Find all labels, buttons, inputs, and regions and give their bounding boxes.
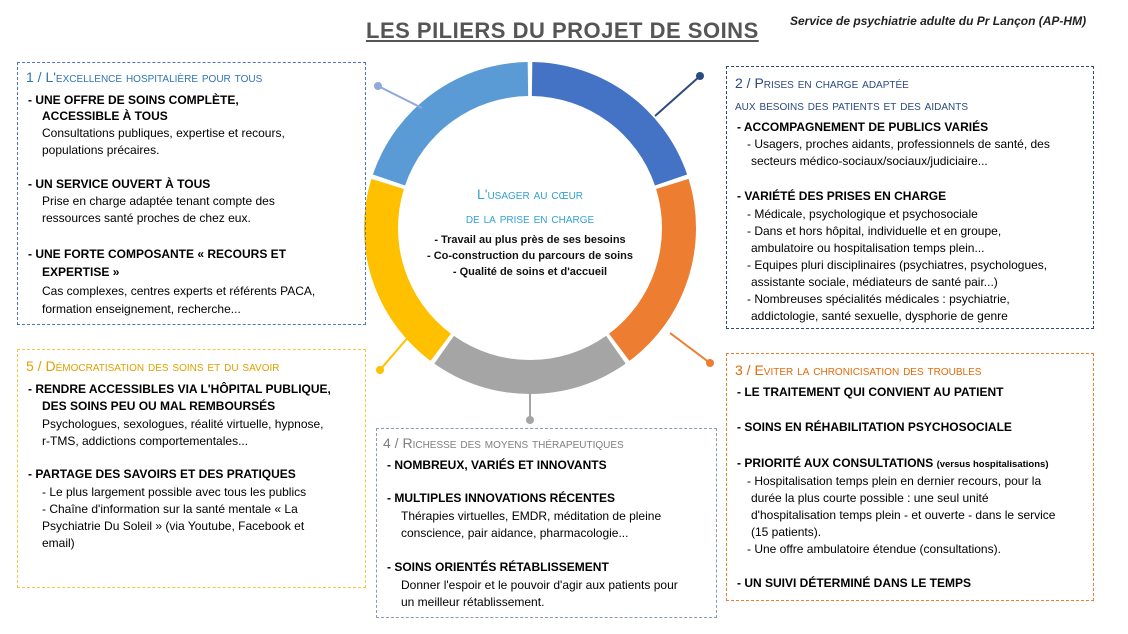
pillar-3-text-2: durée la plus courte possible : une seul unité	[751, 491, 989, 505]
pillar-3-title: 3 / Eviter la chronicisation des troubles	[735, 362, 982, 378]
pillar-2-text-1a: - Usagers, proches aidants, professionnels de santé, des	[747, 137, 1050, 151]
pillar-1-title: 1 / L'excellence hospitalière pour tous	[26, 69, 263, 85]
pillar-1-heading-2: - UN SERVICE OUVERT À TOUS	[28, 177, 211, 191]
ring-segment-2	[532, 62, 687, 185]
pillar-4-text-3a: Donner l'espoir et le pouvoir d'agir aux patients pour	[401, 578, 678, 592]
connector-2	[655, 76, 700, 116]
pillar-5-list-2b: Psychiatrie Du Soleil » (via Youtube, Facebook et	[42, 519, 305, 533]
pillar-1-text-1b: populations précaires.	[42, 143, 160, 157]
pillar-3-text-3: d'hospitalisation temps plein - et ouverte - dans le service	[751, 508, 1056, 522]
pillar-5-title: 5 / Démocratisation des soins et du savoir	[26, 358, 280, 374]
pillar-1-text-1a: Consultations publiques, expertise et recours,	[42, 126, 285, 140]
pillar-5-list-1: - Le plus largement possible avec tous les publics	[42, 485, 307, 499]
connector-3	[670, 333, 710, 363]
pillar-2-box	[726, 66, 1094, 329]
pillar-2-heading-2: - VARIÉTÉ DES PRISES EN CHARGE	[737, 189, 947, 203]
pillar-5-heading-1b: DES SOINS PEU OU MAL REMBOURSÉS	[42, 399, 276, 413]
connector-3-dot	[706, 359, 714, 367]
ring-segment-1	[373, 62, 528, 185]
pillar-1-text-2a: Prise en charge adaptée tenant compte des	[42, 194, 275, 208]
pillar-5-list-2a: - Chaîne d'information sur la santé mentale « La	[42, 502, 298, 516]
pillar-2-list-2a: - Dans et hors hôpital, individuelle et en groupe,	[747, 224, 1002, 238]
pillar-1-heading-1a: - UNE OFFRE DE SOINS COMPLÈTE,	[28, 93, 239, 107]
pillar-5-text-1a: Psychologues, sexologues, réalité virtuelle, hypnose,	[42, 417, 324, 431]
pillar-4-title: 4 / Richesse des moyens thérapeutiques	[383, 435, 624, 451]
pillar-3-heading-4: - UN SUIVI DÉTERMINÉ DANS LE TEMPS	[737, 576, 972, 590]
pillar-3-text-4: (15 patients).	[751, 525, 822, 539]
pillar-1-text-2b: ressources santé proches de chez eux.	[42, 211, 251, 225]
pillar-5-heading-2: - PARTAGE DES SAVOIRS ET DES PRATIQUES	[28, 467, 296, 481]
pillar-4-heading-3: - SOINS ORIENTÉS RÉTABLISSEMENT	[387, 560, 609, 574]
pillar-2-list-1: - Médicale, psychologique et psychosociale	[747, 207, 978, 221]
center-item-3: - Qualité de soins et d'accueil	[452, 266, 608, 278]
pillar-3-heading-3-note: (versus hospitalisations)	[936, 459, 1049, 470]
pillar-2-list-3b: assistante sociale, médiateurs de santé pair...)	[751, 275, 998, 289]
pillar-1-box	[17, 62, 366, 325]
pillar-5-heading-1a: - RENDRE ACCESSIBLES VIA L'HÔPITAL PUBLIQUE,	[28, 382, 331, 396]
pillar-3-heading-3-label: - PRIORITÉ AUX CONSULTATIONS	[737, 456, 934, 470]
pillar-1-heading-1b: ACCESSIBLE À TOUS	[42, 109, 168, 123]
pillar-2-heading-1: - ACCOMPAGNEMENT DE PUBLICS VARIÉS	[737, 120, 989, 134]
pillar-5-text-1b: r-TMS, addictions comportementales...	[42, 434, 249, 448]
pillar-2-title-b: aux besoins des patients et des aidants	[735, 97, 969, 113]
pillar-5-box	[17, 349, 366, 588]
pillar-4-text-2b: conscience, pair aidance, pharmacologie...	[401, 526, 629, 540]
connector-5-dot	[376, 366, 384, 374]
ring-segment-4	[434, 336, 625, 394]
connector-5	[380, 335, 410, 370]
connector-1-dot	[374, 82, 382, 90]
connector-1	[378, 86, 422, 108]
pillar-4-text-3b: un meilleur rétablissement.	[401, 595, 545, 609]
pillar-2-text-1b: secteurs médico-sociaux/sociaux/judiciaire...	[751, 154, 988, 168]
pillar-4-heading-2: - MULTIPLES INNOVATIONS RÉCENTES	[387, 491, 616, 505]
center-title-line2: de la prise en charge	[465, 210, 595, 226]
pillar-1-text-3a: Cas complexes, centres experts et référents PACA,	[42, 284, 316, 298]
service-label: Service de psychiatrie adulte du Pr Lançon (AP-HM)	[790, 14, 1087, 28]
center-item-1: - Travail au plus près de ses besoins	[434, 234, 626, 246]
pillar-3-text-5: - Une offre ambulatoire étendue (consultations).	[747, 542, 1001, 556]
pillar-3-text-1: - Hospitalisation temps plein en dernier recours, pour la	[747, 474, 1042, 488]
pillar-1-heading-3b: EXPERTISE »	[42, 265, 120, 279]
pillar-1-heading-3a: - UNE FORTE COMPOSANTE « RECOURS ET	[28, 247, 287, 261]
pillar-2-list-4a: - Nombreuses spécialités médicales : psychiatrie,	[747, 292, 1010, 306]
pillar-4-box	[376, 428, 717, 618]
connector-4-dot	[526, 416, 534, 424]
pillar-4-heading-1: - NOMBREUX, VARIÉS ET INNOVANTS	[387, 458, 607, 472]
pillar-2-list-2b: ambulatoire ou hospitalisation temps plein...	[751, 241, 985, 255]
pillar-5-list-2c: email)	[42, 536, 75, 550]
pillar-2-list-3a: - Equipes pluri disciplinaires (psychiatres, psychologues,	[747, 258, 1048, 272]
page-title: LES PILIERS DU PROJET DE SOINS	[366, 18, 759, 43]
center-title-line1: L'usager au cœur	[476, 186, 584, 202]
connector-2-dot	[696, 72, 704, 80]
pillar-1-text-3b: formation enseignement, recherche...	[42, 302, 241, 316]
pillar-3-heading-2: - SOINS EN RÉHABILITATION PSYCHOSOCIALE	[737, 420, 1012, 434]
center-item-2: - Co-construction du parcours de soins	[427, 250, 633, 262]
pillar-4-text-2a: Thérapies virtuelles, EMDR, méditation de pleine	[401, 509, 662, 523]
pillar-3-box	[726, 353, 1094, 601]
pillar-2-list-4b: addictologie, santé sexuelle, dysphorie de genre	[751, 309, 1008, 323]
pillar-3-heading-3	[737, 456, 1048, 470]
pillar-3-heading-1: - LE TRAITEMENT QUI CONVIENT AU PATIENT	[737, 385, 1004, 399]
pillar-2-title-a: 2 / Prises en charge adaptée	[735, 75, 909, 91]
